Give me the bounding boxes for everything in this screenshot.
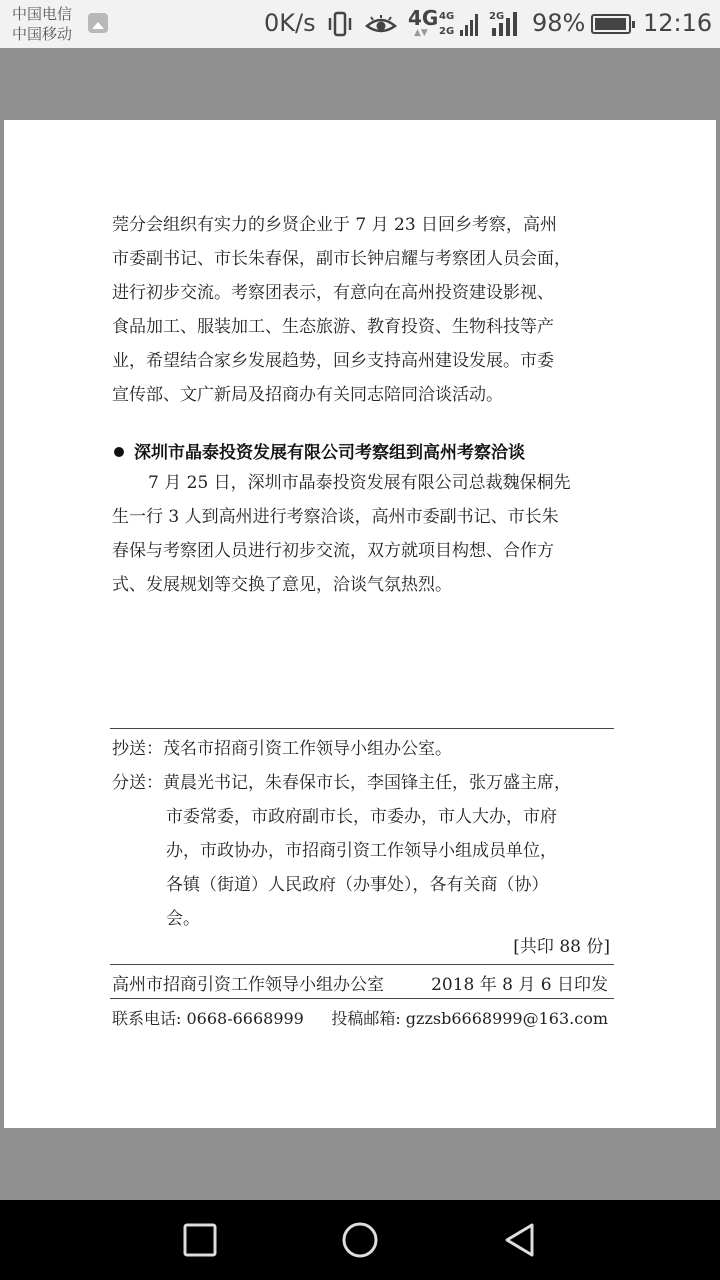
signal-strength-2-icon: [488, 8, 522, 38]
back-triangle-icon[interactable]: [500, 1220, 540, 1260]
network-type-label: 4G: [408, 6, 439, 30]
distribution-block: [112, 766, 616, 936]
paragraph-1-line: 莞分会组织有实力的乡贤企业于 7 月 23 日回乡考察，高州: [112, 215, 558, 235]
paragraph-1-line: 业，希望结合家乡发展趋势，回乡支持高州建设发展。市委: [112, 351, 554, 371]
paragraph-2: [112, 466, 612, 602]
paragraph-2-line: 式、发展规划等交换了意见，洽谈气氛热烈。: [112, 575, 452, 595]
status-bar: [0, 0, 720, 48]
home-circle-icon[interactable]: [340, 1220, 380, 1260]
issuer: 高州市招商引资工作领导小组办公室: [112, 975, 384, 995]
issue-date: 2018 年 8 月 6 日印发: [431, 975, 608, 995]
email: 投稿邮箱: gzzsb6668999@163.com: [331, 1009, 608, 1028]
eye-comfort-icon: [365, 14, 397, 36]
divider: [110, 998, 614, 999]
paragraph-1-line: 市委副书记、市长朱春保，副市长钟启耀与考察团人员会面，: [112, 249, 571, 269]
carrier-names: [12, 4, 72, 44]
sig1-top-label: 4G: [439, 11, 455, 22]
distribution-line: 黄晨光书记，朱春保市长，李国锋主任，张万盛主席，: [163, 773, 571, 793]
network-speed: 0K/s: [264, 9, 316, 37]
distribution-line: 各镇（街道）人民政府（办事处），各有关商（协）: [166, 875, 549, 895]
sig1-bottom-label: 2G: [439, 26, 455, 37]
battery-percent: 98%: [532, 9, 586, 37]
signal-strength-icon: [438, 8, 480, 38]
battery-fill: [595, 18, 626, 30]
cc-label: 抄送：: [112, 739, 163, 759]
paragraph-1-line: 宣传部、文广新局及招商办有关同志陪同洽谈活动。: [112, 385, 503, 405]
divider: [110, 728, 614, 729]
navigation-bar: [0, 1200, 720, 1280]
section-heading-text: 深圳市晶泰投资发展有限公司考察组到高州考察洽谈: [134, 443, 525, 463]
distribution-line: 办，市政协办，市招商引资工作领导小组成员单位，: [166, 841, 557, 861]
section-heading: [112, 438, 525, 463]
sig2-label: 2G: [489, 11, 505, 22]
paragraph-2-line: 7 月 25 日，深圳市晶泰投资发展有限公司总裁魏保桐先: [148, 473, 571, 493]
distribution-line: 市委常委，市政府副市长，市委办，市人大办，市府: [166, 807, 557, 827]
recent-square-icon[interactable]: [180, 1220, 220, 1260]
vibrate-icon: [327, 10, 353, 38]
issuer-line: [112, 970, 608, 995]
document-page: [4, 120, 716, 1128]
gallery-notification-icon: [88, 13, 108, 33]
distribution-line: 会。: [166, 909, 200, 929]
paragraph-2-line: 春保与考察团人员进行初步交流，双方就项目构想、合作方: [112, 541, 554, 561]
paragraph-1: [112, 208, 612, 412]
paragraph-1-line: 食品加工、服装加工、生态旅游、教育投资、生物科技等产: [112, 317, 554, 337]
paragraph-2-line: 生一行 3 人到高州进行考察洽谈，高州市委副书记、市长朱: [112, 507, 559, 527]
carrier-2: 中国移动: [12, 25, 73, 43]
divider: [110, 964, 614, 965]
network-type: [408, 6, 439, 38]
contact-line: [112, 1006, 608, 1029]
paragraph-1-line: 进行初步交流。考察团表示，有意向在高州投资建设影视、: [112, 283, 554, 303]
clock: 12:16: [643, 9, 713, 37]
cc-line: [112, 732, 616, 766]
bullet-icon: [114, 447, 124, 457]
phone: 联系电话: 0668-6668999: [112, 1009, 304, 1028]
cc-text: 茂名市招商引资工作领导小组办公室。: [163, 739, 452, 759]
data-arrows-icon: ▲▼: [414, 28, 428, 38]
battery-icon: [591, 14, 631, 34]
carrier-1: 中国电信: [12, 5, 73, 23]
distribution-label: 分送：: [112, 773, 163, 793]
print-count: [共印 88 份]: [513, 937, 610, 957]
